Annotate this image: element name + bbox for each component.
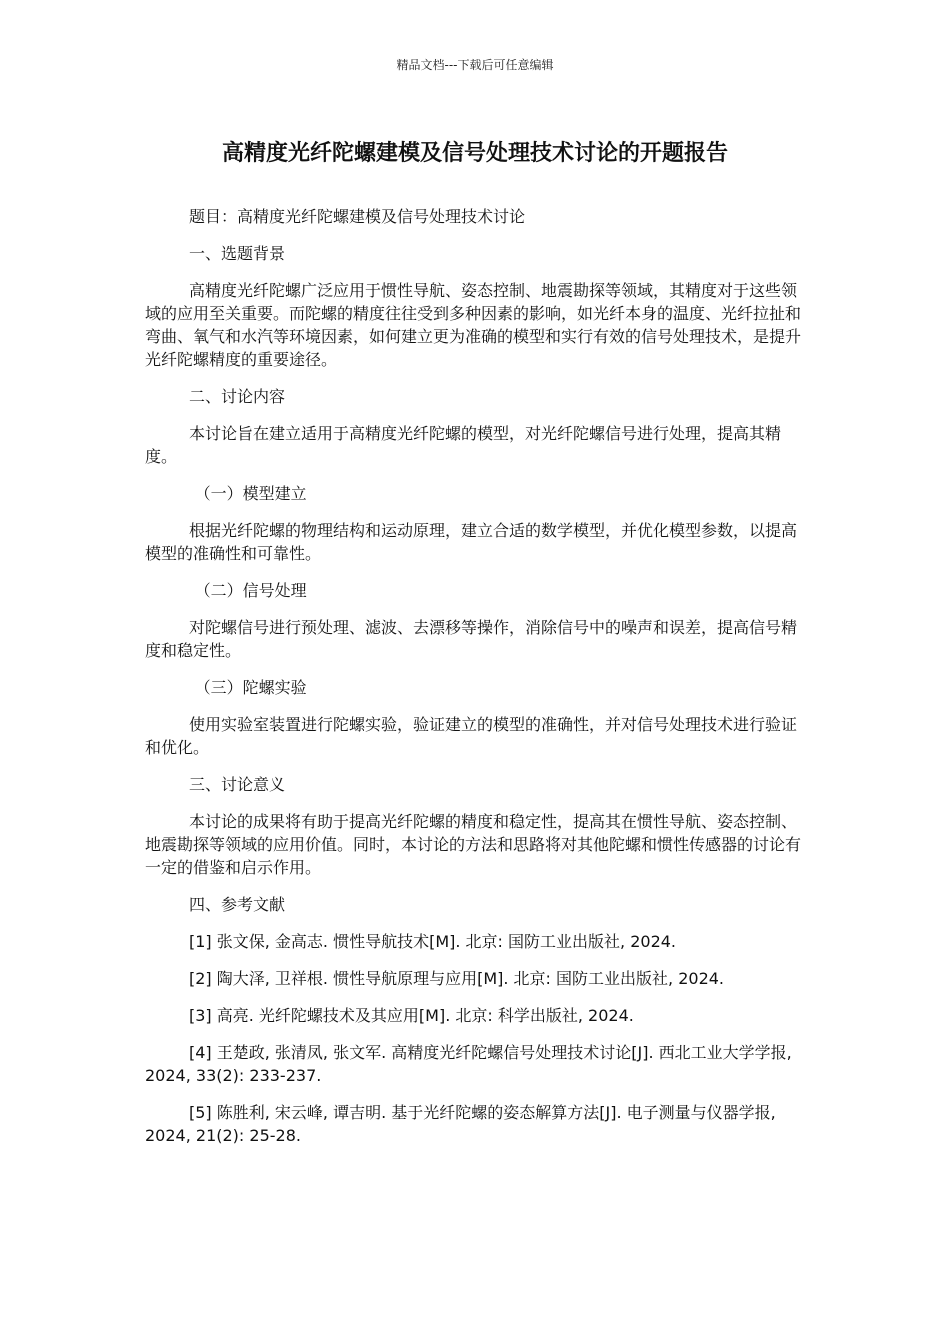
subject-line: 题目：高精度光纤陀螺建模及信号处理技术讨论 — [189, 207, 526, 226]
reference-item: [1] 张文保, 金高志. 惯性导航技术[M]. 北京: 国防工业出版社, 2024. — [189, 932, 677, 951]
subsection-paragraph-experiment: 使用实验室装置进行陀螺实验，验证建立的模型的准确性，并对信号处理技术进行验证和优化。 — [145, 715, 798, 757]
page-header: 精品文档---下载后可任意编辑 — [396, 58, 554, 72]
section-paragraph-content: 本讨论旨在建立适用于高精度光纤陀螺的模型，对光纤陀螺信号进行处理，提高其精度。 — [145, 424, 782, 466]
reference-item: [3] 高亮. 光纤陀螺技术及其应用[M]. 北京: 科学出版社, 2024. — [189, 1006, 634, 1025]
section-paragraph-significance: 本讨论的成果将有助于提高光纤陀螺的精度和稳定性，提高其在惯性导航、姿态控制、地震勘探等领域的应用价值。同时，本讨论的方法和思路将对其他陀螺和惯性传感器的讨论有一定的借鉴和启示作用。 — [145, 812, 802, 877]
subsection-heading-signal: （二）信号处理 — [194, 581, 307, 600]
reference-item: [4] 王楚政, 张清凤, 张文军. 高精度光纤陀螺信号处理技术讨论[J]. 西北工业大学学报, 2024, 33(2): 233-237. — [145, 1043, 792, 1085]
section-heading-references: 四、参考文献 — [189, 895, 286, 914]
section-heading-content: 二、讨论内容 — [189, 387, 286, 406]
document-title: 高精度光纤陀螺建模及信号处理技术讨论的开题报告 — [221, 141, 728, 166]
subsection-heading-experiment: （三）陀螺实验 — [194, 678, 307, 697]
section-paragraph-background: 高精度光纤陀螺广泛应用于惯性导航、姿态控制、地震勘探等领域，其精度对于这些领域的应用至关重要。而陀螺的精度往往受到多种因素的影响，如光纤本身的温度、光纤拉扯和弯曲、氧气和水汽等环境因素，如何建立更为准确的模型和实行有效的信号处理技术，是提升光纤陀螺精度的重要途径。 — [145, 281, 802, 369]
document-body — [145, 205, 805, 1161]
reference-item: [2] 陶大泽, 卫祥根. 惯性导航原理与应用[M]. 北京: 国防工业出版社, 2024. — [189, 969, 725, 988]
reference-item: [5] 陈胜利, 宋云峰, 谭吉明. 基于光纤陀螺的姿态解算方法[J]. 电子测量与仪器学报, 2024, 21(2): 25-28. — [145, 1103, 776, 1145]
section-heading-background: 一、选题背景 — [189, 244, 286, 263]
subsection-heading-model: （一）模型建立 — [194, 484, 307, 503]
subsection-paragraph-model: 根据光纤陀螺的物理结构和运动原理，建立合适的数学模型，并优化模型参数，以提高模型的准确性和可靠性。 — [145, 521, 798, 563]
subsection-paragraph-signal: 对陀螺信号进行预处理、滤波、去漂移等操作，消除信号中的噪声和误差，提高信号精度和稳定性。 — [145, 618, 798, 660]
section-heading-significance: 三、讨论意义 — [189, 775, 286, 794]
